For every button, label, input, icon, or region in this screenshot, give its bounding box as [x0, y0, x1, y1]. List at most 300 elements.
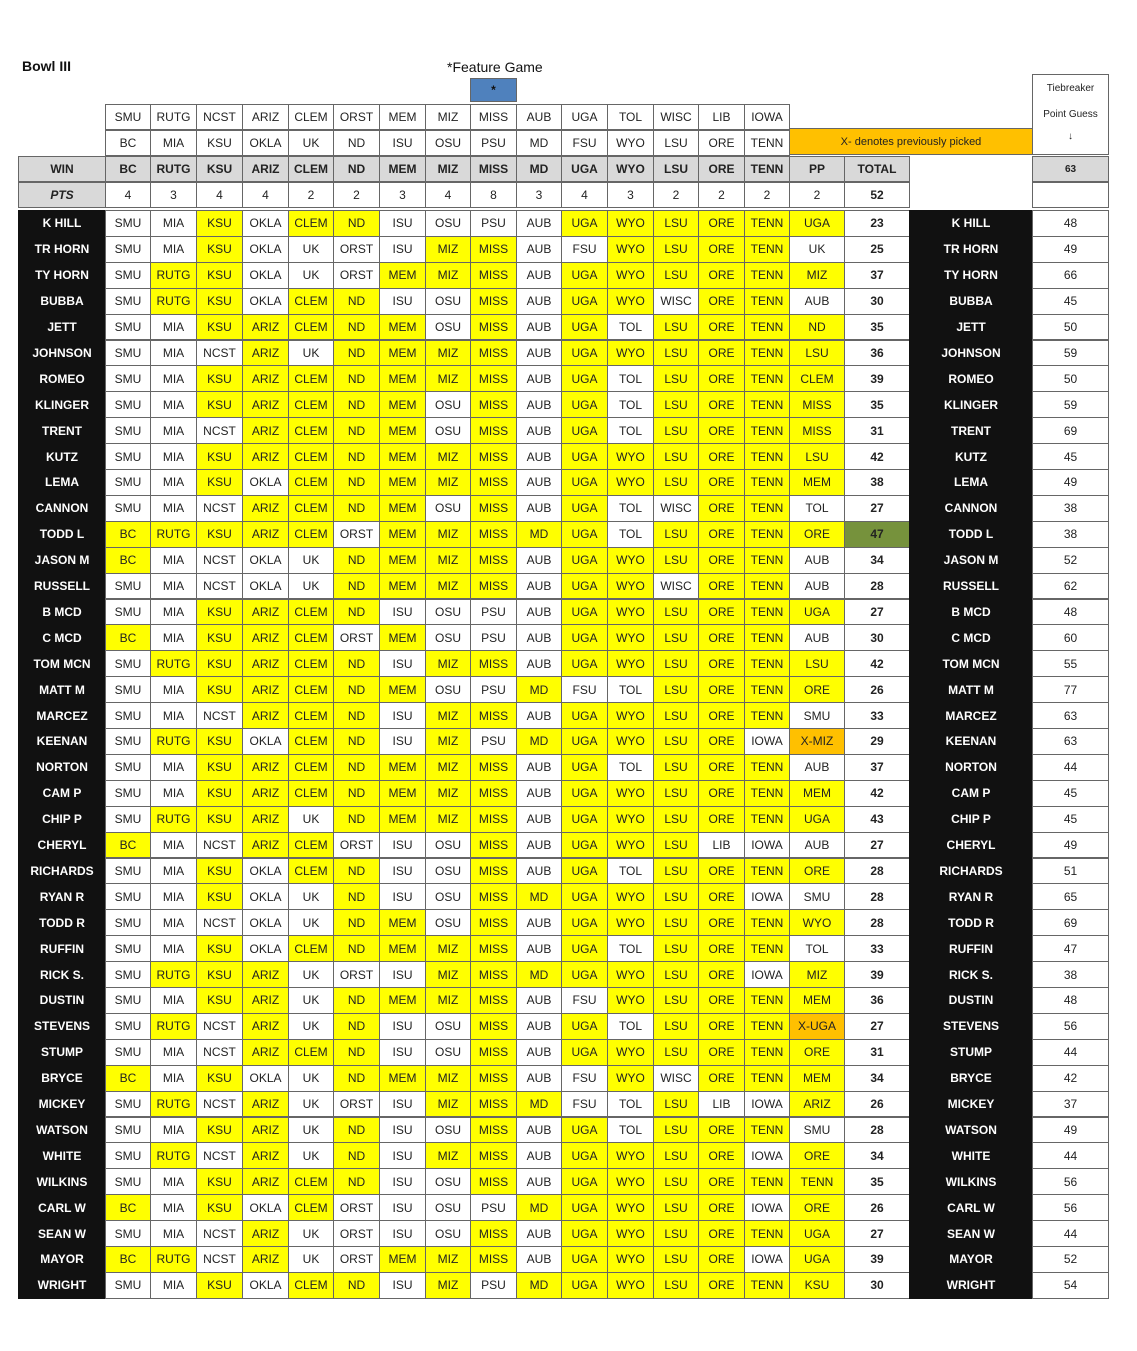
pick-cell: ORE	[698, 391, 745, 418]
player-name-right: RUSSELL	[909, 573, 1033, 600]
pick-cell: LSU	[653, 469, 699, 496]
pp-pick-cell: AUB	[789, 624, 845, 651]
pp-pick-cell: MEM	[789, 780, 845, 807]
pick-cell: TOL	[607, 417, 654, 444]
pick-cell: ND	[333, 417, 380, 444]
pick-cell: ISU	[379, 728, 426, 755]
player-name-right: CARL W	[909, 1194, 1033, 1221]
pick-cell: TOL	[607, 495, 654, 522]
pick-cell: NCST	[196, 1039, 243, 1066]
pick-cell: WYO	[607, 1220, 654, 1247]
player-name: RUFFIN	[18, 935, 106, 962]
pick-cell: CLEM	[288, 495, 334, 522]
pick-cell: UGA	[561, 210, 608, 237]
pick-cell: MIA	[150, 754, 197, 781]
pick-cell: MIA	[150, 417, 197, 444]
tiebreaker-guess: 63	[1032, 728, 1109, 755]
pick-cell: MISS	[470, 1168, 517, 1195]
player-name-right: RUFFIN	[909, 935, 1033, 962]
pick-cell: TENN	[744, 391, 790, 418]
tiebreaker-guess: 50	[1032, 314, 1109, 341]
pick-cell: TOL	[607, 1091, 654, 1118]
player-name: KLINGER	[18, 391, 106, 418]
pick-cell: ORE	[698, 754, 745, 781]
player-total: 30	[844, 624, 910, 651]
pick-cell: NCST	[196, 1220, 243, 1247]
pick-cell: AUB	[516, 909, 562, 936]
pick-cell: SMU	[105, 987, 151, 1014]
pick-cell: KSU	[196, 676, 243, 703]
player-name-right: RICK S.	[909, 961, 1033, 988]
pick-cell: WYO	[607, 987, 654, 1014]
pick-cell: MEM	[379, 314, 426, 341]
pick-cell: ARIZ	[242, 987, 289, 1014]
pick-cell: UGA	[561, 650, 608, 677]
pick-cell: OKLA	[242, 1065, 289, 1092]
pick-cell: ORE	[698, 1013, 745, 1040]
pp-pick-cell: AUB	[789, 754, 845, 781]
player-name: WILKINS	[18, 1168, 106, 1195]
pick-cell: KSU	[196, 521, 243, 548]
team-top-10: UGA	[561, 104, 608, 130]
pick-cell: ISU	[379, 1142, 426, 1169]
pick-cell: ORE	[698, 1142, 745, 1169]
player-total: 36	[844, 340, 910, 367]
pick-cell: MIA	[150, 391, 197, 418]
player-total: 37	[844, 754, 910, 781]
player-total: 33	[844, 935, 910, 962]
pp-pick-cell: MEM	[789, 469, 845, 496]
player-name: CARL W	[18, 1194, 106, 1221]
pick-cell: SMU	[105, 935, 151, 962]
pick-cell: UK	[288, 1065, 334, 1092]
pick-cell: AUB	[516, 417, 562, 444]
pick-cell: UGA	[561, 495, 608, 522]
player-name-right: BRYCE	[909, 1065, 1033, 1092]
player-name-right: TY HORN	[909, 262, 1033, 289]
pick-cell: PSU	[470, 676, 517, 703]
pick-cell: MD	[516, 1272, 562, 1299]
pick-cell: MEM	[379, 1246, 426, 1273]
pick-cell: CLEM	[288, 1194, 334, 1221]
player-total: 39	[844, 1246, 910, 1273]
pick-cell: LSU	[653, 806, 699, 833]
winner-12: LSU	[653, 156, 699, 182]
pick-cell: MISS	[470, 935, 517, 962]
pick-cell: AUB	[516, 365, 562, 392]
pick-cell: MD	[516, 961, 562, 988]
pick-cell: AUB	[516, 806, 562, 833]
pick-cell: AUB	[516, 935, 562, 962]
pick-cell: MISS	[470, 236, 517, 263]
team-top-8: MISS	[470, 104, 517, 130]
pick-cell: WYO	[607, 443, 654, 470]
pick-cell: LSU	[653, 314, 699, 341]
pick-cell: UGA	[561, 1142, 608, 1169]
pick-cell: OKLA	[242, 883, 289, 910]
pick-cell: ND	[333, 469, 380, 496]
winner-6: MEM	[379, 156, 426, 182]
pick-cell: MIA	[150, 365, 197, 392]
pick-cell: ND	[333, 702, 380, 729]
pick-cell: ORE	[698, 676, 745, 703]
pick-cell: AUB	[516, 443, 562, 470]
pick-cell: KSU	[196, 469, 243, 496]
pick-cell: LSU	[653, 340, 699, 367]
pp-pick-cell: CLEM	[789, 365, 845, 392]
player-name: NORTON	[18, 754, 106, 781]
pick-cell: ARIZ	[242, 1013, 289, 1040]
team-top-14: IOWA	[744, 104, 790, 130]
pick-cell: CLEM	[288, 314, 334, 341]
pick-cell: RUTG	[150, 806, 197, 833]
player-name: CAM P	[18, 780, 106, 807]
pick-cell: MEM	[379, 262, 426, 289]
pick-cell: TENN	[744, 780, 790, 807]
pick-cell: NCST	[196, 1091, 243, 1118]
player-name-right: SEAN W	[909, 1220, 1033, 1247]
pick-cell: PSU	[470, 1272, 517, 1299]
pp-pick-cell: KSU	[789, 1272, 845, 1299]
pick-cell: SMU	[105, 469, 151, 496]
pick-cell: SMU	[105, 780, 151, 807]
tiebreaker-guess: 48	[1032, 987, 1109, 1014]
team-bottom-14: TENN	[744, 130, 790, 156]
player-total: 39	[844, 961, 910, 988]
player-name: ROMEO	[18, 365, 106, 392]
pick-cell: MEM	[379, 909, 426, 936]
pick-cell: MISS	[470, 1065, 517, 1092]
team-bottom-3: OKLA	[242, 130, 289, 156]
pts-total: 52	[844, 182, 910, 208]
pick-cell: LSU	[653, 391, 699, 418]
pick-cell: MISS	[470, 547, 517, 574]
player-name-right: TR HORN	[909, 236, 1033, 263]
player-name-right: C MCD	[909, 624, 1033, 651]
pick-cell: UGA	[561, 262, 608, 289]
pick-cell: MIA	[150, 1065, 197, 1092]
pick-cell: AUB	[516, 1065, 562, 1092]
pick-cell: TENN	[744, 443, 790, 470]
pick-cell: IOWA	[744, 961, 790, 988]
tiebreaker-guess: 56	[1032, 1194, 1109, 1221]
player-name-right: DUSTIN	[909, 987, 1033, 1014]
pick-cell: ISU	[379, 883, 426, 910]
pick-cell: ND	[333, 1065, 380, 1092]
player-name: RICHARDS	[18, 858, 106, 885]
player-name-right: TODD L	[909, 521, 1033, 548]
team-top-7: MIZ	[425, 104, 471, 130]
player-total: 28	[844, 909, 910, 936]
pick-cell: SMU	[105, 676, 151, 703]
pick-cell: ND	[333, 1272, 380, 1299]
pick-cell: CLEM	[288, 754, 334, 781]
pick-cell: NCST	[196, 340, 243, 367]
pick-cell: LSU	[653, 1142, 699, 1169]
pick-cell: MISS	[470, 262, 517, 289]
tiebreaker-blank	[1032, 182, 1109, 208]
pick-cell: ORE	[698, 987, 745, 1014]
pick-cell: UGA	[561, 469, 608, 496]
pick-cell: AUB	[516, 624, 562, 651]
pick-cell: ORE	[698, 340, 745, 367]
pick-cell: KSU	[196, 236, 243, 263]
winner-7: MIZ	[425, 156, 471, 182]
pick-cell: NCST	[196, 547, 243, 574]
pick-cell: ORE	[698, 961, 745, 988]
pick-cell: KSU	[196, 806, 243, 833]
pick-cell: UK	[288, 1091, 334, 1118]
pick-cell: AUB	[516, 1013, 562, 1040]
player-name: CHERYL	[18, 832, 106, 859]
pick-cell: UGA	[561, 935, 608, 962]
player-name-right: RYAN R	[909, 883, 1033, 910]
pick-cell: LSU	[653, 1013, 699, 1040]
pick-cell: TENN	[744, 1117, 790, 1144]
player-name-right: JASON M	[909, 547, 1033, 574]
pp-pick-cell: UGA	[789, 599, 845, 626]
pick-cell: MISS	[470, 1039, 517, 1066]
pick-cell: TOL	[607, 391, 654, 418]
pick-cell: WYO	[607, 599, 654, 626]
pick-cell: ISU	[379, 1194, 426, 1221]
player-total: 28	[844, 573, 910, 600]
pick-cell: ND	[333, 1013, 380, 1040]
pick-cell: KSU	[196, 262, 243, 289]
feature-marker: *	[470, 78, 517, 102]
pick-cell: TENN	[744, 573, 790, 600]
pick-cell: ND	[333, 495, 380, 522]
pick-cell: WISC	[653, 573, 699, 600]
player-name-right: MICKEY	[909, 1091, 1033, 1118]
pick-cell: WYO	[607, 288, 654, 315]
pick-cell: ND	[333, 340, 380, 367]
pick-cell: UGA	[561, 728, 608, 755]
pp-pick-cell: TENN	[789, 1168, 845, 1195]
pick-cell: OSU	[425, 1194, 471, 1221]
pick-cell: LSU	[653, 1220, 699, 1247]
player-total: 47	[844, 521, 910, 548]
player-name-right: CHIP P	[909, 806, 1033, 833]
pick-cell: LSU	[653, 599, 699, 626]
pick-cell: LSU	[653, 676, 699, 703]
pick-cell: UK	[288, 1117, 334, 1144]
pick-cell: MISS	[470, 340, 517, 367]
pick-cell: ND	[333, 754, 380, 781]
pick-cell: UK	[288, 883, 334, 910]
pick-cell: OSU	[425, 1013, 471, 1040]
pick-cell: SMU	[105, 728, 151, 755]
pp-pick-cell: ORE	[789, 1039, 845, 1066]
pick-cell: MIZ	[425, 728, 471, 755]
pick-cell: ORE	[698, 806, 745, 833]
winner-13: ORE	[698, 156, 745, 182]
tiebreaker-guess: 56	[1032, 1168, 1109, 1195]
pick-cell: MISS	[470, 417, 517, 444]
pick-cell: TENN	[744, 1039, 790, 1066]
pick-cell: ARIZ	[242, 1168, 289, 1195]
pts-label: PTS	[18, 182, 106, 208]
pick-cell: TOL	[607, 1013, 654, 1040]
tiebreaker-guess: 49	[1032, 1117, 1109, 1144]
pick-cell: SMU	[105, 1039, 151, 1066]
pick-cell: LSU	[653, 1246, 699, 1273]
player-name-right: WILKINS	[909, 1168, 1033, 1195]
pick-cell: SMU	[105, 314, 151, 341]
pick-cell: TENN	[744, 236, 790, 263]
pick-cell: CLEM	[288, 210, 334, 237]
pick-cell: CLEM	[288, 1168, 334, 1195]
pick-cell: SMU	[105, 340, 151, 367]
pick-cell: MEM	[379, 417, 426, 444]
player-total: 36	[844, 987, 910, 1014]
pick-cell: RUTG	[150, 1013, 197, 1040]
pick-cell: KSU	[196, 780, 243, 807]
pick-cell: AUB	[516, 1142, 562, 1169]
player-total: 27	[844, 1220, 910, 1247]
tiebreaker-guess: 45	[1032, 806, 1109, 833]
player-name-right: STUMP	[909, 1039, 1033, 1066]
pick-cell: ND	[333, 210, 380, 237]
pp-pick-cell: MISS	[789, 417, 845, 444]
player-total: 25	[844, 236, 910, 263]
pick-cell: AUB	[516, 754, 562, 781]
pick-cell: NCST	[196, 1246, 243, 1273]
pick-cell: UGA	[561, 780, 608, 807]
pick-cell: ORE	[698, 288, 745, 315]
pick-cell: BC	[105, 832, 151, 859]
player-total: 42	[844, 780, 910, 807]
tiebreaker-guess: 45	[1032, 443, 1109, 470]
pick-cell: MIZ	[425, 935, 471, 962]
team-bottom-1: MIA	[150, 130, 197, 156]
pick-cell: MIA	[150, 858, 197, 885]
pick-cell: RUTG	[150, 1091, 197, 1118]
player-name: TR HORN	[18, 236, 106, 263]
pick-cell: WYO	[607, 469, 654, 496]
player-total: 31	[844, 1039, 910, 1066]
pick-cell: UGA	[561, 1039, 608, 1066]
pick-cell: MIA	[150, 443, 197, 470]
team-bottom-12: LSU	[653, 130, 699, 156]
pick-cell: CLEM	[288, 650, 334, 677]
pick-cell: NCST	[196, 702, 243, 729]
pick-cell: MEM	[379, 780, 426, 807]
pick-cell: MEM	[379, 391, 426, 418]
pick-cell: ORE	[698, 1220, 745, 1247]
team-top-9: AUB	[516, 104, 562, 130]
pick-cell: RUTG	[150, 1142, 197, 1169]
tiebreaker-guess: 45	[1032, 780, 1109, 807]
team-bottom-7: OSU	[425, 130, 471, 156]
winner-10: UGA	[561, 156, 608, 182]
pick-cell: MIZ	[425, 1272, 471, 1299]
pick-cell: ARIZ	[242, 832, 289, 859]
pick-cell: UGA	[561, 832, 608, 859]
pts-2: 4	[196, 182, 243, 208]
player-name-right: KLINGER	[909, 391, 1033, 418]
pick-cell: WISC	[653, 288, 699, 315]
tiebreaker-guess: 62	[1032, 573, 1109, 600]
pick-cell: WYO	[607, 832, 654, 859]
tiebreaker-header	[1032, 74, 1109, 155]
pick-cell: UGA	[561, 365, 608, 392]
winner-8: MISS	[470, 156, 517, 182]
winner-5: ND	[333, 156, 380, 182]
pick-cell: SMU	[105, 1220, 151, 1247]
pick-cell: MISS	[470, 1091, 517, 1118]
pick-cell: SMU	[105, 443, 151, 470]
pick-cell: UGA	[561, 417, 608, 444]
player-name: K HILL	[18, 210, 106, 237]
pick-cell: NCST	[196, 909, 243, 936]
player-total: 27	[844, 495, 910, 522]
pick-cell: MIA	[150, 547, 197, 574]
pick-cell: BC	[105, 624, 151, 651]
pick-cell: TENN	[744, 909, 790, 936]
pick-cell: UGA	[561, 340, 608, 367]
pp-pick-cell: ND	[789, 314, 845, 341]
player-name-right: TRENT	[909, 417, 1033, 444]
pick-cell: ARIZ	[242, 1246, 289, 1273]
pick-cell: UK	[288, 340, 334, 367]
pick-cell: OSU	[425, 417, 471, 444]
pick-cell: AUB	[516, 858, 562, 885]
pick-cell: UGA	[561, 547, 608, 574]
player-total: 35	[844, 391, 910, 418]
pick-cell: UGA	[561, 573, 608, 600]
pts-4: 2	[288, 182, 334, 208]
pick-cell: UGA	[561, 806, 608, 833]
pick-cell: LSU	[653, 780, 699, 807]
pick-cell: MIA	[150, 210, 197, 237]
tiebreaker-guess: 69	[1032, 417, 1109, 444]
pick-cell: MIA	[150, 1272, 197, 1299]
pick-cell: ORE	[698, 858, 745, 885]
player-name-right: MAYOR	[909, 1246, 1033, 1273]
tiebreaker-arrow: ↓	[1068, 131, 1073, 142]
pp-pick-cell: SMU	[789, 1117, 845, 1144]
pick-cell: OKLA	[242, 262, 289, 289]
pick-cell: SMU	[105, 365, 151, 392]
pick-cell: OSU	[425, 1168, 471, 1195]
tiebreaker-guess: 44	[1032, 1039, 1109, 1066]
tiebreaker-guess: 38	[1032, 495, 1109, 522]
pick-cell: ISU	[379, 210, 426, 237]
player-name: STUMP	[18, 1039, 106, 1066]
pick-cell: IOWA	[744, 1091, 790, 1118]
pick-cell: RUTG	[150, 728, 197, 755]
pick-cell: LSU	[653, 1117, 699, 1144]
pick-cell: UK	[288, 547, 334, 574]
player-name: WATSON	[18, 1117, 106, 1144]
pick-cell: MIA	[150, 624, 197, 651]
player-total: 27	[844, 599, 910, 626]
pick-cell: WYO	[607, 780, 654, 807]
tiebreaker-guess: 44	[1032, 1220, 1109, 1247]
pick-cell: WYO	[607, 1142, 654, 1169]
pick-cell: ND	[333, 573, 380, 600]
pick-cell: ARIZ	[242, 650, 289, 677]
pick-cell: MIA	[150, 1039, 197, 1066]
pick-cell: CLEM	[288, 780, 334, 807]
pick-cell: ARIZ	[242, 443, 289, 470]
pick-cell: PSU	[470, 210, 517, 237]
pick-cell: ND	[333, 1039, 380, 1066]
pick-cell: CLEM	[288, 288, 334, 315]
pick-cell: ORE	[698, 599, 745, 626]
pick-cell: MIZ	[425, 702, 471, 729]
